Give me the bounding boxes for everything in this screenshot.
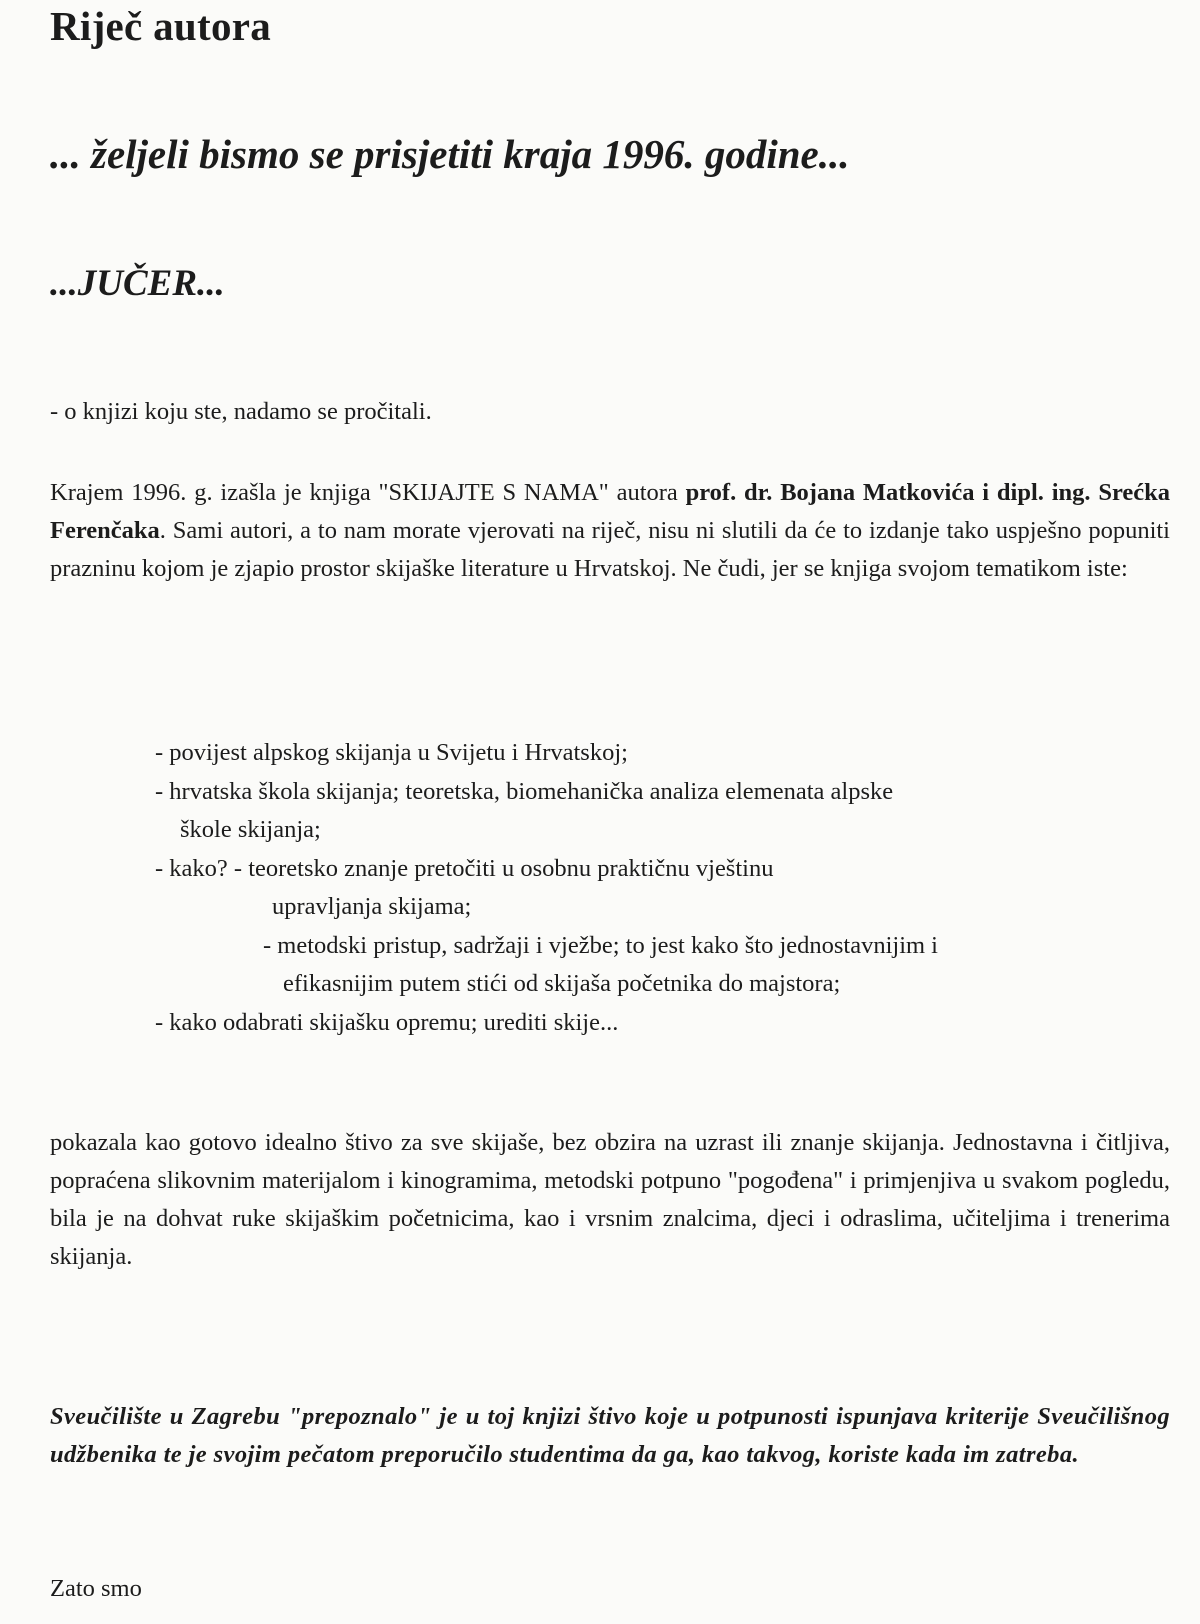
topic-item-history: - povijest alpskog skijanja u Svijetu i Hrvatskoj; (155, 739, 628, 766)
page-title: Riječ autora (50, 3, 272, 49)
authors-names: prof. dr. Bojana Matkovića i dipl. ing. Srećka Ferenčaka (50, 479, 1170, 544)
topics-list (155, 734, 1165, 1042)
paragraph-book-intro-before: Krajem 1996. g. izašla je knjiga "SKIJAJTE S NAMA" autora (50, 479, 686, 506)
topic-item-school (155, 773, 1165, 850)
topic-subitem-method-line2: efikasnijim putem stići od skijaša početnika do majstora; (283, 970, 841, 997)
paragraph-book-intro (50, 474, 1170, 588)
topic-subitem-knowledge-line1: - teoretsko znanje pretočiti u osobnu praktičnu vještinu (233, 854, 774, 882)
subtitle: ... željeli bismo se prisjetiti kraja 1996. godine... (50, 131, 850, 177)
paragraph-book-intro-after: . Sami autori, a to nam morate vjerovati na riječ, nisu ni slutili da će to izdanje tako uspješno popuniti prazninu kojom je zjapio prostor skijaške literature u Hrvatskoj. Ne čudi, jer se knjiga svojom tematikom iste: (50, 517, 1170, 582)
topic-subitem-knowledge-line2: upravljanja skijama; (272, 893, 472, 920)
paragraph-university: Sveučilište u Zagrebu "prepoznalo" je u toj knjizi štivo koje u potpunosti ispunjava kriterije Sveučilišnog udžbenika te je svojim pečatom preporučilo studentima da ga, kao takvog, koriste kada im zatreba. (50, 1403, 1170, 1468)
topic-item-equipment: - kako odabrati skijašku opremu; urediti skije... (155, 1008, 619, 1036)
paragraph-book-value: pokazala kao gotovo idealno štivo za sve skijaše, bez obzira na uzrast ili znanje skijanja. Jednostavna i čitljiva, popraćena slikovnim materijalom i kinogramima, metodski potpuno "pogođena" i primjenjiva u svakom pogledu, bila je na dohvat ruke skijaškim početnicima, kao i vrsnim znalcima, djeci i odraslima, učiteljima i trenerima skijanja. (50, 1129, 1170, 1270)
topic-subitem-method-line1: - metodski pristup, sadržaji i vježbe; to jest kako što jednostavnijim i (263, 931, 938, 959)
topic-item-school-line1: - hrvatska škola skijanja; teoretska, biomehanička analiza elemenata alpske (155, 777, 894, 805)
topic-item-how-prefix: - kako? (155, 854, 234, 882)
yesterday-heading: ...JUČER... (50, 263, 225, 304)
topic-item-how-line1 (155, 850, 1165, 889)
topic-item-school-line2: škole skijanja; (180, 816, 321, 843)
topic-item-how (155, 850, 1165, 1004)
intro-line: - o knjizi koju ste, nadamo se pročitali. (50, 398, 432, 425)
closing-line: Zato smo (50, 1575, 142, 1602)
